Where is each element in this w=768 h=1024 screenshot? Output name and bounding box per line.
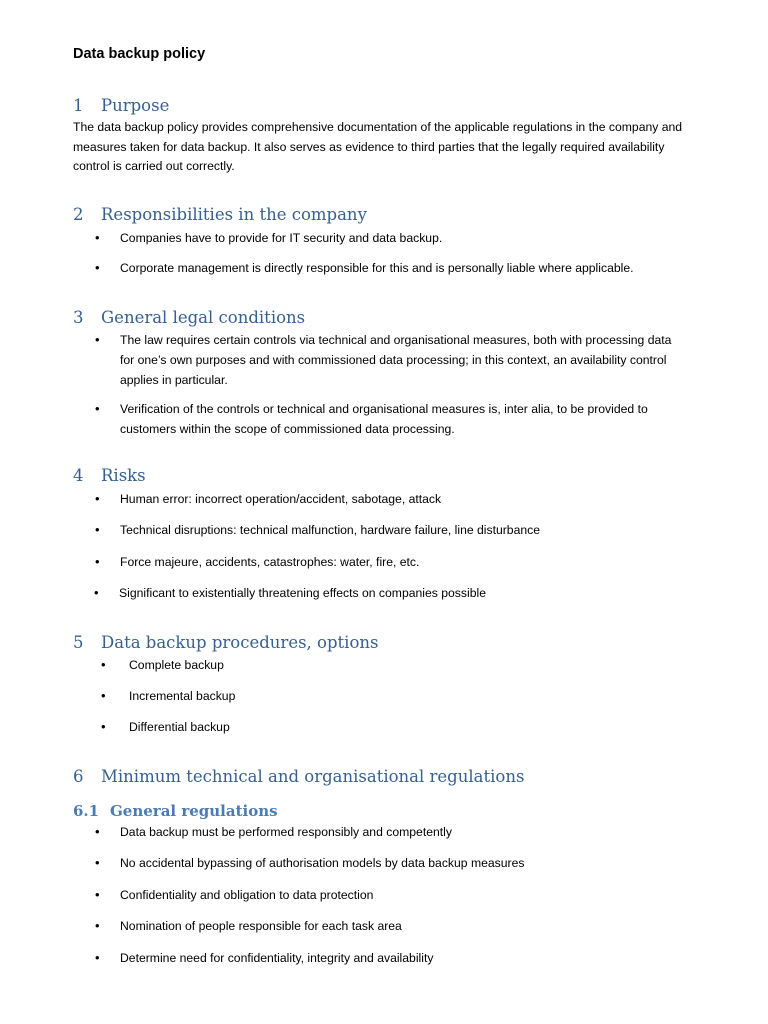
section-number: 5 bbox=[73, 633, 84, 652]
section-number: 1 bbox=[73, 96, 84, 115]
section-title: General legal conditions bbox=[101, 308, 306, 327]
section-number: 6 bbox=[73, 767, 84, 786]
list-item: • Companies have to provide for IT security and data backup. bbox=[120, 228, 680, 248]
list-item: • Complete backup bbox=[129, 655, 689, 675]
list-item: • Significant to existentially threatening effects on companies possible bbox=[119, 583, 679, 603]
section-title: Data backup procedures, options bbox=[101, 633, 379, 652]
section-heading-purpose bbox=[73, 96, 169, 115]
list-item: • Corporate management is directly responsible for this and is personally liable where applicable. bbox=[120, 258, 680, 278]
section-title: Purpose bbox=[101, 96, 170, 115]
list-item: • The law requires certain controls via technical and organisational measures, both with processing data for one’s own purposes and with commissioned data processing; in this context, an availability control applies in particular. bbox=[120, 330, 680, 390]
subsection-heading-general-regulations bbox=[73, 802, 278, 820]
section-title: Risks bbox=[101, 466, 146, 485]
list-item: • Incremental backup bbox=[129, 686, 689, 706]
document-title: Data backup policy bbox=[73, 46, 206, 62]
list-item: • Verification of the controls or technical and organisational measures is, inter alia, to be provided to customers within the scope of commissioned data processing. bbox=[120, 399, 680, 439]
section-number: 4 bbox=[73, 466, 84, 485]
section-heading-procedures bbox=[73, 633, 378, 652]
section-number: 2 bbox=[73, 205, 84, 224]
list-item: • Nomination of people responsible for each task area bbox=[120, 916, 680, 936]
list-item: • Technical disruptions: technical malfunction, hardware failure, line disturbance bbox=[120, 520, 680, 540]
subsection-number: 6.1 bbox=[73, 802, 100, 820]
section-number: 3 bbox=[73, 308, 84, 327]
subsection-title: General regulations bbox=[110, 802, 278, 820]
list-item: • Data backup must be performed responsibly and competently bbox=[120, 822, 680, 842]
section-heading-risks bbox=[73, 466, 146, 485]
list-item: • Force majeure, accidents, catastrophes: water, fire, etc. bbox=[120, 552, 680, 572]
list-item: • Human error: incorrect operation/accident, sabotage, attack bbox=[120, 489, 680, 509]
section-heading-minimum-regulations bbox=[73, 767, 524, 786]
section-heading-responsibilities bbox=[73, 205, 367, 224]
purpose-paragraph: The data backup policy provides comprehensive documentation of the applicable regulations in the company and measures taken for data backup. It also serves as evidence to third parties that the legally required availability control is carried out correctly. bbox=[73, 120, 683, 173]
section-heading-legal-conditions bbox=[73, 308, 305, 327]
list-item: • No accidental bypassing of authorisation models by data backup measures bbox=[120, 853, 680, 873]
section-title: Responsibilities in the company bbox=[101, 205, 367, 224]
section-title: Minimum technical and organisational regulations bbox=[101, 767, 525, 786]
list-item: • Determine need for confidentiality, integrity and availability bbox=[120, 948, 680, 968]
list-item: • Confidentiality and obligation to data protection bbox=[120, 885, 680, 905]
list-item: • Differential backup bbox=[129, 717, 689, 737]
